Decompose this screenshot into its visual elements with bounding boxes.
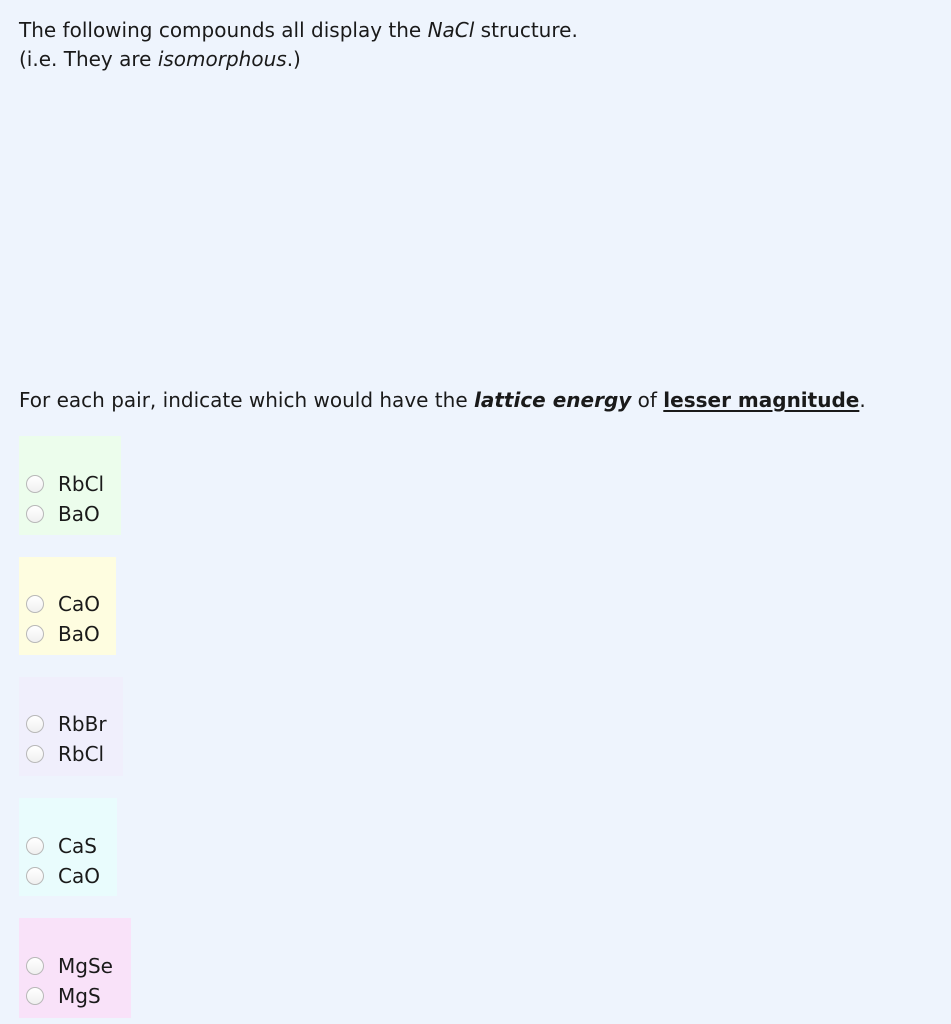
radio-button[interactable]: [26, 595, 44, 613]
option-pair3-a[interactable]: RbBr: [26, 709, 107, 739]
radio-button[interactable]: [26, 715, 44, 733]
radio-button[interactable]: [26, 987, 44, 1005]
radio-button[interactable]: [26, 745, 44, 763]
intro-text: [19, 16, 578, 74]
option-pair2-b[interactable]: BaO: [26, 619, 100, 649]
option-pair5-b[interactable]: MgS: [26, 981, 101, 1011]
pair-5: [19, 918, 131, 1018]
radio-button[interactable]: [26, 867, 44, 885]
option-pair1-a[interactable]: RbCl: [26, 469, 104, 499]
option-pair4-a[interactable]: CaS: [26, 831, 97, 861]
pair-4: [19, 798, 117, 896]
pair-1: [19, 436, 121, 535]
pair-2: [19, 557, 116, 655]
radio-button[interactable]: [26, 505, 44, 523]
question-prompt: For each pair, indicate which would have the lattice energy of lesser magnitude.: [19, 388, 866, 412]
option-pair3-b[interactable]: RbCl: [26, 739, 104, 769]
pair-3: [19, 677, 123, 776]
intro-line-1: The following compounds all display the NaCl structure.: [19, 18, 578, 42]
option-pair1-b[interactable]: BaO: [26, 499, 100, 529]
option-pair5-a[interactable]: MgSe: [26, 951, 113, 981]
radio-button[interactable]: [26, 957, 44, 975]
intro-line-2: (i.e. They are isomorphous.): [19, 47, 301, 71]
radio-button[interactable]: [26, 625, 44, 643]
option-pair2-a[interactable]: CaO: [26, 589, 100, 619]
option-pair4-b[interactable]: CaO: [26, 861, 100, 891]
radio-button[interactable]: [26, 837, 44, 855]
radio-button[interactable]: [26, 475, 44, 493]
